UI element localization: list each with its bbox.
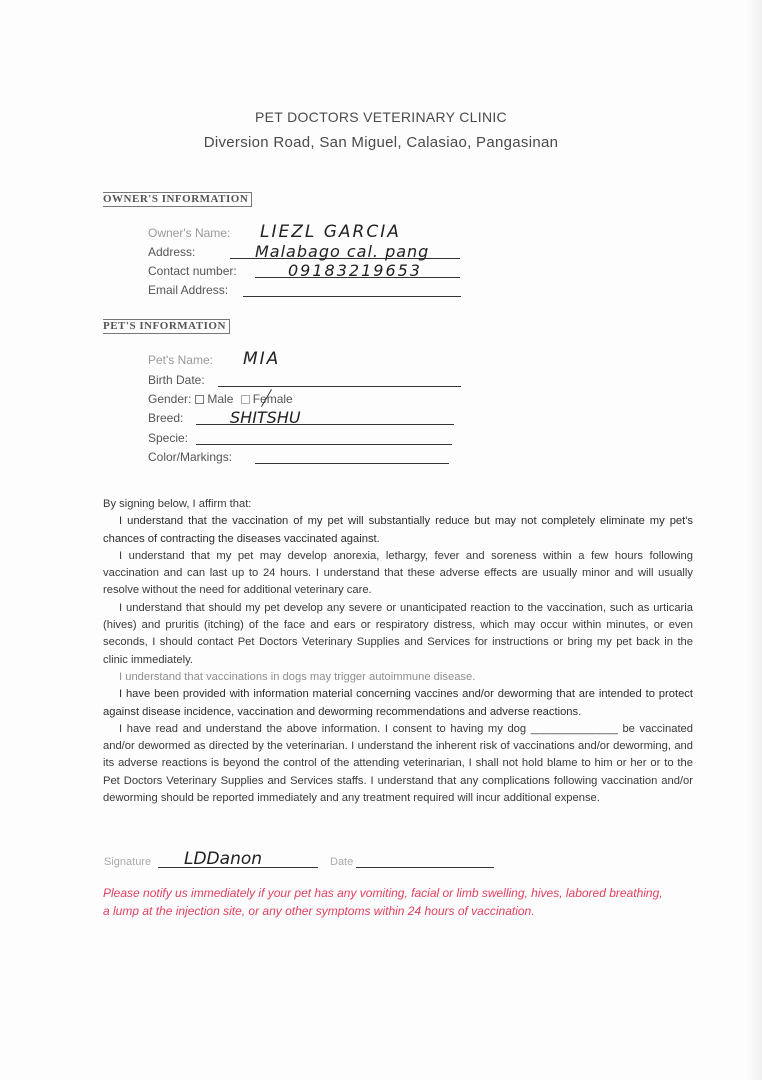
clinic-address: Diversion Road, San Miguel, Calasiao, Pangasinan [203,134,559,151]
signature-label: Signature [104,856,152,868]
gender-label: Gender: [148,392,192,406]
pet-name-field[interactable] [148,349,468,369]
email-label: Email Address: [148,283,229,297]
email-field[interactable] [148,279,468,299]
color-markings-line [255,463,449,464]
female-checkbox[interactable] [241,395,250,404]
date-line[interactable] [356,867,494,868]
address-field[interactable] [148,241,468,261]
breed-field[interactable] [148,407,468,427]
consent-text [103,496,693,807]
gender-field[interactable] [148,388,468,408]
owner-name-value: LIEZL GARCIA [260,222,401,242]
specie-field[interactable] [148,427,468,447]
contact-value: 09183219653 [288,261,422,280]
scan-edge-shadow [746,0,762,1080]
contact-field[interactable] [148,260,468,280]
gender-male-label: Male [207,392,234,406]
color-markings-label: Color/Markings: [148,450,233,464]
owner-name-field[interactable] [148,222,468,242]
gender-female-label: Female [252,392,293,406]
signature-value: LDDanon [184,849,263,869]
email-line [243,296,461,297]
clinic-name: PET DOCTORS VETERINARY CLINIC [255,109,507,125]
male-checkbox[interactable] [195,395,204,404]
pet-name-label: Pet's Name: [148,353,213,367]
owner-section-heading: OWNER'S INFORMATION [103,192,252,207]
breed-label: Breed: [148,411,184,425]
contact-label: Contact number: [148,264,237,278]
consent-paragraph-1: I understand that the vaccination of my pet will substantially reduce but may not completely eliminate my pet's chances of contracting the diseases vaccinated against. [103,515,693,545]
address-label: Address: [148,245,196,259]
consent-paragraph-2: I understand that my pet may develop anorexia, lethargy, fever and soreness within a few hours following vaccination and can last up to 24 hours. I understand that these adverse effects are usually minor and will usually resolve without the need for additional veterinary care. [103,549,693,597]
post-vaccination-notice: Please notify us immediately if your pet has any vomiting, facial or limb swelling, hives, labored breathing, a lump at the injection site, or any other symptoms within 24 hours of vaccination. [103,886,663,918]
consent-intro: By signing below, I affirm that: [103,498,252,510]
breed-value: SHITSHU [230,408,301,427]
color-markings-field[interactable] [148,446,468,466]
consent-paragraph-3: I understand that should my pet develop any severe or unanticipated reaction to the vaccination, such as urticaria (hives) and pruritis (itching) of the face and ears or respiratory distress, which may occur within minutes, or even seconds, I should contact Pet Doctors Veterinary Supplies and Services for instructions or bring my pet back in the clinic immediately. [103,601,693,666]
pet-section-heading: PET'S INFORMATION [103,319,230,334]
owner-name-label: Owner's Name: [148,226,231,240]
specie-label: Specie: [148,431,189,445]
address-value: Malabago cal. pang [255,242,430,261]
birth-date-label: Birth Date: [148,373,205,387]
birth-date-field[interactable] [148,369,468,389]
consent-paragraph-6: I have read and understand the above information. I consent to having my dog ______________ be vaccinated and/or dewormed as directed by the veterinarian. I understand the inherent risk of vaccinations and/or deworming, and its adverse reactions is beyond the control of the attending veterinarian, I shall not hold blame to him or her or to the Pet Doctors Veterinary Supplies and Services staffs. I understand that any complications following vaccination and/or deworming should be reported immediately and any treatment required will incur additional expense. [103,722,693,805]
specie-line [196,444,452,445]
gender-row [148,392,293,406]
signature-row [104,850,504,870]
pet-name-value: MIA [243,349,281,369]
consent-paragraph-5: I have been provided with information material concerning vaccines and/or deworming that are intended to protect against disease incidence, vaccination and deworming recommendations and adverse reactions. [103,688,693,718]
consent-paragraph-4: I understand that vaccinations in dogs may trigger autoimmune disease. [119,670,476,683]
date-label: Date [330,856,354,868]
birth-date-line [218,386,461,387]
